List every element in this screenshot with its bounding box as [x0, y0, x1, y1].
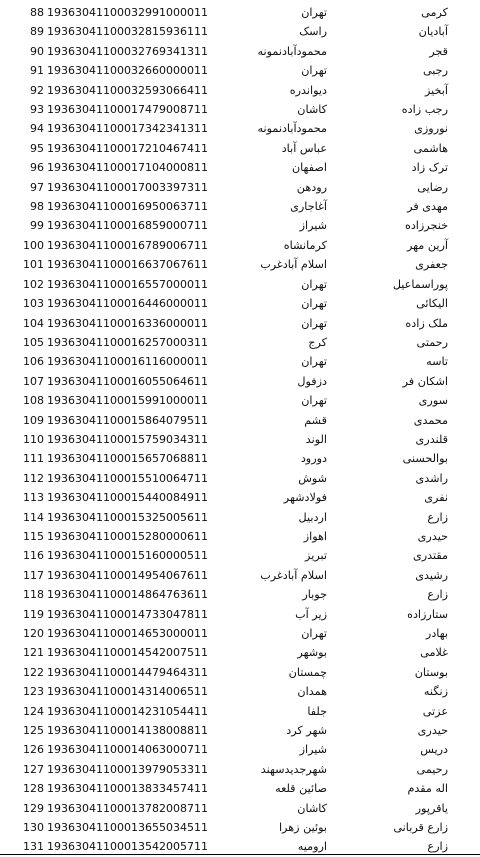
- surname: آبادیان: [418, 25, 448, 39]
- record-id: 19363041100017104000811: [47, 161, 208, 175]
- city-name: اسلام آبادغرب: [260, 568, 327, 582]
- surname: زارع: [427, 510, 448, 524]
- surname: رضایی: [417, 180, 448, 194]
- city-name: بوئین زهرا: [278, 821, 327, 835]
- surname: ترک زاد: [411, 161, 448, 175]
- city-name: اهواز: [303, 529, 327, 543]
- row-number: 121: [23, 646, 44, 660]
- surname: ملک زاده: [405, 316, 448, 330]
- surname: مهدی فر: [407, 200, 448, 214]
- city-name: شوش: [298, 471, 327, 485]
- record-id: 19363041100017479008711: [47, 103, 208, 117]
- surname: الیکائی: [416, 297, 448, 311]
- record-id: 19363041100015864079511: [47, 413, 208, 427]
- city-name: اسلام آبادغرب: [260, 258, 327, 272]
- row-number: 118: [23, 588, 44, 602]
- table-row: [4, 624, 476, 643]
- surname: بهادر: [425, 627, 448, 640]
- city-name: جوبار: [302, 588, 327, 602]
- table-row: [4, 585, 476, 604]
- table-row: [4, 779, 476, 798]
- surname: جعفری: [415, 258, 448, 272]
- city-name: شیراز: [299, 219, 327, 233]
- record-id: 19363041100015657068811: [47, 452, 208, 466]
- table-row: [4, 508, 476, 527]
- record-id: 19363041100017342341311: [47, 122, 208, 136]
- city-name: دیواندره: [289, 83, 327, 97]
- table-row: [4, 3, 476, 22]
- record-id: 19363041100032769341311: [47, 44, 208, 58]
- surname: رجب زاده: [401, 103, 448, 117]
- table-row: [4, 488, 476, 507]
- record-id: 19363041100015510064711: [47, 471, 208, 485]
- records-table: [4, 3, 476, 857]
- surname: کرمی: [421, 6, 448, 19]
- record-id: 19363041100032991000011: [47, 6, 208, 19]
- surname: زارع: [427, 588, 448, 602]
- table-row: [4, 566, 476, 585]
- table-row: [4, 158, 476, 177]
- table-row: [4, 61, 476, 80]
- row-number: 126: [23, 743, 44, 757]
- record-id: 19363041100016637067611: [47, 258, 208, 272]
- record-id: 19363041100014954067611: [47, 568, 208, 582]
- record-id: 19363041100013833457411: [47, 782, 208, 796]
- city-name: تبریز: [305, 549, 327, 563]
- row-number: 127: [23, 762, 44, 776]
- surname: نوروزی: [414, 122, 448, 136]
- record-id: 19363041100015440084911: [47, 491, 208, 505]
- table-row: [4, 430, 476, 449]
- table-row: [4, 100, 476, 119]
- city-name: اصفهان: [291, 161, 327, 175]
- table-row: [4, 546, 476, 565]
- table-row: [4, 294, 476, 313]
- city-name: بوشهر: [297, 646, 327, 660]
- record-id: 19363041100032815936111: [47, 25, 208, 39]
- row-number: 88: [30, 6, 44, 19]
- row-number: 97: [30, 180, 44, 194]
- table-row: [4, 255, 476, 274]
- row-number: 109: [23, 413, 44, 427]
- city-name: تهران: [301, 394, 327, 408]
- row-number: 116: [23, 549, 44, 563]
- table-row: [4, 216, 476, 235]
- city-name: محمودآبادنمونه: [257, 44, 327, 58]
- row-number: 124: [23, 704, 44, 718]
- city-name: چمستان: [288, 665, 327, 679]
- surname: زارع: [427, 840, 448, 854]
- row-number: 112: [23, 471, 44, 485]
- row-number: 92: [30, 83, 44, 97]
- surname: ستارزاده: [407, 607, 448, 621]
- row-number: 117: [23, 568, 44, 582]
- table-row: [4, 469, 476, 488]
- city-name: تهران: [301, 297, 327, 311]
- row-number: 90: [30, 44, 44, 58]
- city-name: دورود: [300, 452, 327, 466]
- record-id: 19363041100015160000511: [47, 549, 208, 563]
- row-number: 128: [23, 782, 44, 796]
- record-id: 19363041100014479464311: [47, 665, 208, 679]
- record-id: 19363041100016950063711: [47, 200, 208, 214]
- surname: تاسه: [426, 355, 448, 369]
- row-number: 93: [30, 103, 44, 117]
- city-name: تهران: [301, 355, 327, 369]
- record-id: 19363041100014231054411: [47, 704, 208, 718]
- table-row: [4, 605, 476, 624]
- city-name: آغاجاری: [290, 200, 327, 214]
- row-number: 130: [23, 821, 44, 835]
- surname: عزتی: [422, 704, 448, 718]
- table-row: [4, 81, 476, 100]
- city-name: کرمانشاه: [283, 238, 327, 252]
- row-number: 105: [23, 335, 44, 349]
- city-name: اردبیل: [298, 510, 327, 524]
- table-row: [4, 643, 476, 662]
- record-id: 19363041100014314006511: [47, 685, 208, 699]
- surname: قجر: [429, 44, 448, 58]
- row-number: 101: [23, 258, 44, 272]
- surname: رشیدی: [415, 568, 448, 582]
- surname: یاقرپور: [415, 801, 448, 815]
- record-id: 19363041100017003397311: [47, 180, 208, 194]
- record-id: 19363041100016257000311: [47, 335, 208, 349]
- surname: زنگنه: [423, 685, 448, 699]
- city-name: راسک: [299, 25, 327, 39]
- row-number: 131: [23, 840, 44, 854]
- table-row: [4, 236, 476, 255]
- table-row: [4, 352, 476, 371]
- city-name: فولادشهر: [283, 491, 327, 505]
- row-number: 122: [23, 665, 44, 679]
- row-number: 89: [30, 25, 44, 39]
- record-id: 19363041100014733047811: [47, 607, 208, 621]
- table-row: [4, 275, 476, 294]
- city-name: الوند: [305, 432, 327, 446]
- surname: اله مقدم: [407, 782, 448, 796]
- row-number: 103: [23, 297, 44, 311]
- row-number: 99: [30, 219, 44, 233]
- row-number: 98: [30, 200, 44, 214]
- table-row: [4, 139, 476, 158]
- record-id: 19363041100014653000011: [47, 627, 208, 640]
- city-name: دزفول: [297, 374, 327, 388]
- record-id: 19363041100016859000711: [47, 219, 208, 233]
- record-id: 19363041100014138008811: [47, 724, 208, 738]
- record-id: 19363041100032660000011: [47, 64, 208, 78]
- table-row: [4, 740, 476, 759]
- surname: آرین مهر: [406, 238, 448, 252]
- table-row: [4, 119, 476, 138]
- city-name: کاشان: [297, 801, 327, 815]
- surname: رحیمی: [416, 762, 448, 776]
- table-row: [4, 42, 476, 61]
- table-row: [4, 449, 476, 468]
- record-id: 19363041100017210467411: [47, 141, 208, 155]
- city-name: تهران: [301, 6, 327, 19]
- surname: دریس: [420, 743, 448, 757]
- row-number: 94: [30, 122, 44, 136]
- record-id: 19363041100014063000711: [47, 743, 208, 757]
- record-id: 19363041100015991000011: [47, 394, 208, 408]
- surname: حیدری: [417, 724, 448, 738]
- row-number: 104: [23, 316, 44, 330]
- records-sheet: [0, 3, 480, 855]
- table-row: [4, 178, 476, 197]
- table-row: [4, 197, 476, 216]
- table-row: [4, 682, 476, 701]
- table-row: [4, 702, 476, 721]
- surname: بوالحسنی: [402, 452, 448, 466]
- record-id: 19363041100013782008711: [47, 801, 208, 815]
- surname: سوری: [418, 394, 448, 408]
- record-id: 19363041100013655034511: [47, 821, 208, 835]
- record-id: 19363041100016055064611: [47, 374, 208, 388]
- table-row: [4, 799, 476, 818]
- surname: مقتدری: [412, 549, 448, 563]
- surname: آبخیز: [425, 83, 448, 97]
- city-name: محمودآبادنمونه: [257, 122, 327, 136]
- city-name: تهران: [301, 64, 327, 78]
- record-id: 19363041100015280000611: [47, 529, 208, 543]
- row-number: 113: [23, 491, 44, 505]
- surname: حیدری: [417, 529, 448, 543]
- table-row: [4, 721, 476, 740]
- row-number: 115: [23, 529, 44, 543]
- records-table-body: [4, 3, 476, 857]
- table-row: [4, 818, 476, 837]
- record-id: 19363041100016336000011: [47, 316, 208, 330]
- city-name: ارومیه: [297, 840, 327, 854]
- table-row: [4, 22, 476, 41]
- record-id: 19363041100016116000011: [47, 355, 208, 369]
- city-name: شهر کرد: [286, 724, 327, 738]
- city-name: شیراز: [299, 743, 327, 757]
- record-id: 19363041100016446000011: [47, 297, 208, 311]
- record-id: 19363041100014542007511: [47, 646, 208, 660]
- surname: زارع قربانی: [393, 821, 448, 835]
- record-id: 19363041100015325005611: [47, 510, 208, 524]
- table-row: [4, 314, 476, 333]
- city-name: رودهن: [296, 180, 327, 194]
- table-row: [4, 663, 476, 682]
- surname: راشدی: [415, 471, 448, 485]
- surname: محمدی: [413, 413, 448, 427]
- city-name: کرج: [308, 335, 327, 349]
- row-number: 110: [23, 432, 44, 446]
- city-name: کاشان: [297, 103, 327, 117]
- city-name: زیر آب: [295, 607, 327, 621]
- surname: نفری: [424, 491, 448, 505]
- city-name: شهرجدیدسهند: [260, 762, 327, 776]
- record-id: 19363041100032593066411: [47, 83, 208, 97]
- surname: هاشمی: [413, 141, 448, 155]
- record-id: 19363041100014864763611: [47, 588, 208, 602]
- record-id: 19363041100015759034311: [47, 432, 208, 446]
- surname: بوستان: [414, 665, 448, 679]
- table-row: [4, 372, 476, 391]
- row-number: 114: [23, 510, 44, 524]
- city-name: تهران: [301, 627, 327, 640]
- row-number: 91: [30, 64, 44, 78]
- city-name: تهران: [301, 277, 327, 291]
- table-row: [4, 760, 476, 779]
- row-number: 102: [23, 277, 44, 291]
- table-row: [4, 527, 476, 546]
- city-name: صائین قلعه: [275, 782, 327, 796]
- surname: قلندری: [415, 432, 448, 446]
- city-name: قشم: [304, 413, 327, 427]
- surname: غلامی: [420, 646, 448, 660]
- city-name: عباس آباد: [281, 141, 327, 155]
- city-name: تهران: [301, 316, 327, 330]
- table-row: [4, 837, 476, 856]
- row-number: 108: [23, 394, 44, 408]
- row-number: 111: [23, 452, 44, 466]
- row-number: 106: [23, 355, 44, 369]
- table-row: [4, 333, 476, 352]
- surname: خنجرزاده: [404, 219, 448, 233]
- row-number: 107: [23, 374, 44, 388]
- record-id: 19363041100016557000011: [47, 277, 208, 291]
- row-number: 119: [23, 607, 44, 621]
- surname: پوراسماعیل: [392, 277, 448, 291]
- record-id: 19363041100016789006711: [47, 238, 208, 252]
- surname: رحمتی: [416, 335, 448, 349]
- row-number: 125: [23, 724, 44, 738]
- city-name: همدان: [297, 685, 327, 699]
- record-id: 19363041100013542005711: [47, 840, 208, 854]
- row-number: 95: [30, 141, 44, 155]
- row-number: 129: [23, 801, 44, 815]
- row-number: 123: [23, 685, 44, 699]
- table-row: [4, 391, 476, 410]
- surname: اشکان فر: [402, 374, 448, 388]
- row-number: 96: [30, 161, 44, 175]
- row-number: 120: [23, 627, 44, 640]
- city-name: جلفا: [307, 704, 327, 718]
- row-number: 100: [23, 238, 44, 252]
- table-row: [4, 411, 476, 430]
- surname: رجبی: [422, 64, 448, 78]
- record-id: 19363041100013979053311: [47, 762, 208, 776]
